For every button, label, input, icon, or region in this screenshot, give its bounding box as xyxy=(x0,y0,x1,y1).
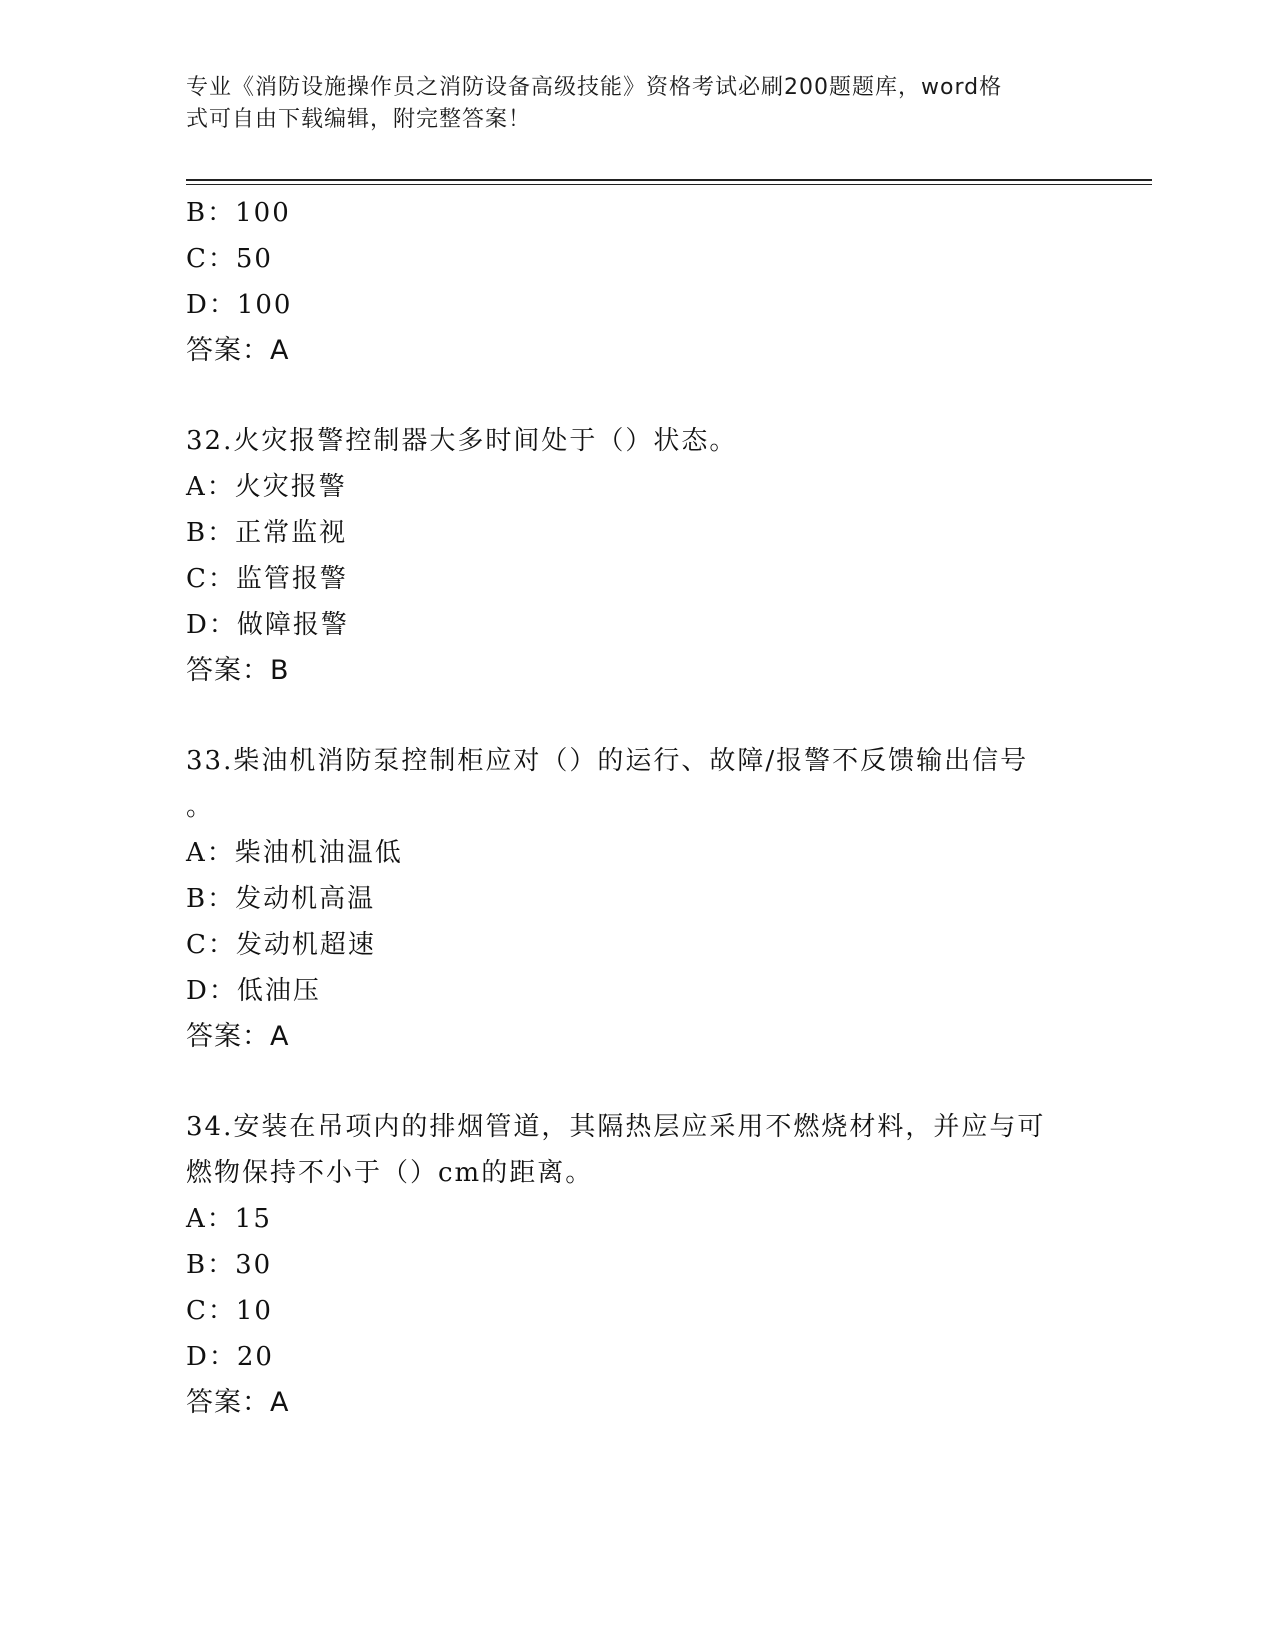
option-b: B：发动机高温 xyxy=(186,884,376,914)
document-body xyxy=(186,190,1086,1426)
option-d: D：20 xyxy=(186,1342,274,1372)
question-33 xyxy=(186,738,1086,1060)
question-text-line-2: 燃物保持不小于（）cm的距离。 xyxy=(186,1158,594,1188)
option-c: C：10 xyxy=(186,1296,273,1326)
question-34 xyxy=(186,1104,1086,1426)
spacer xyxy=(186,694,1086,738)
option-c: C：发动机超速 xyxy=(186,930,376,960)
option-c: C：50 xyxy=(186,244,273,274)
option-a: A：15 xyxy=(186,1204,272,1234)
question-text-line-1: 34.安装在吊项内的排烟管道，其隔热层应采用不燃烧材料，并应与可 xyxy=(186,1112,1046,1142)
spacer xyxy=(186,1060,1086,1104)
answer-line: 答案：A xyxy=(186,1021,290,1052)
option-b: B：30 xyxy=(186,1250,273,1280)
option-c: C：监管报警 xyxy=(186,564,348,594)
answer-line: 答案：A xyxy=(186,335,290,366)
header-divider xyxy=(186,179,1152,185)
option-a: A：柴油机油温低 xyxy=(186,838,403,868)
option-b: B：正常监视 xyxy=(186,518,348,548)
option-d: D：做障报警 xyxy=(186,610,349,640)
question-32 xyxy=(186,418,1086,694)
question-text-line-2: 。 xyxy=(186,792,215,822)
question-text-line-1: 33.柴油机消防泵控制柜应对（）的运行、故障/报警不反馈输出信号 xyxy=(186,746,1029,776)
option-d: D：低油压 xyxy=(186,976,321,1006)
option-b: B：100 xyxy=(186,198,291,228)
header-title-line-2: 式可自由下载编辑，附完整答案！ xyxy=(186,107,532,132)
spacer xyxy=(186,374,1086,418)
question-text: 32.火灾报警控制器大多时间处于（）状态。 xyxy=(186,426,738,456)
header-title-line-1: 专业《消防设施操作员之消防设备高级技能》资格考试必刷200题题库，word格 xyxy=(186,75,1003,100)
document-header xyxy=(186,72,1066,136)
question-31-continuation xyxy=(186,190,1086,374)
answer-line: 答案：B xyxy=(186,655,290,686)
option-a: A：火灾报警 xyxy=(186,472,347,502)
option-d: D：100 xyxy=(186,290,293,320)
answer-line: 答案：A xyxy=(186,1387,290,1418)
